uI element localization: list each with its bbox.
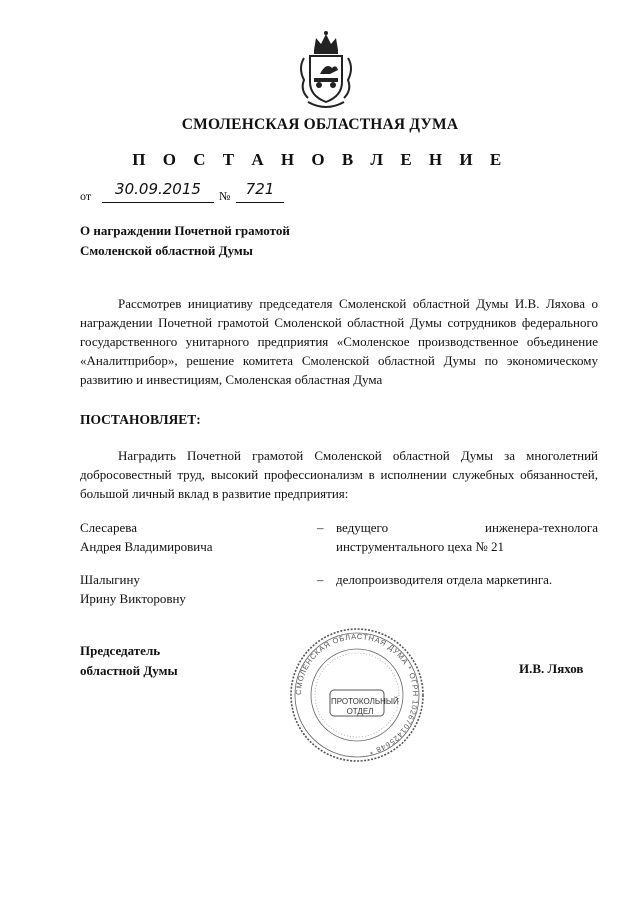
signer-title-line-2: областной Думы	[80, 663, 178, 678]
resolves-heading: ПОСТАНОВЛЯЕТ:	[80, 412, 201, 427]
signer-title-line-1: Председатель	[80, 643, 161, 658]
preamble-paragraph: Рассмотрев инициативу председателя Смоленской областной Думы И.В. Ляхова о награждении Почетной грамотой Смоленской областной Думы сотрудников федерального государственного унитарного предприятия «Смоленское производственное объединение «Аналитприбор», решение комитета Смоленской областной Думы по экономическому развитию и инвестициям, Смоленская областная Дума	[80, 296, 598, 387]
date-prefix: от	[80, 189, 92, 203]
stamp-center-line-1: ПРОТОКОЛЬНЫЙ	[331, 697, 399, 706]
awardee-surname: Слесарева	[80, 520, 137, 535]
awardee-position: делопроизводителя отдела маркетинга.	[336, 572, 553, 587]
awardee-dash: –	[317, 520, 324, 535]
subject-line-1: О награждении Почетной грамотой	[80, 223, 290, 238]
awardee-name	[80, 518, 300, 556]
organization-title: СМОЛЕНСКАЯ ОБЛАСТНАЯ ДУМА	[181, 116, 459, 133]
svg-text:СМОЛЕНСКАЯ ОБЛАСТНАЯ ДУМА * ОГ	[294, 632, 420, 757]
document-type-heading: П О С Т А Н О В Л Е Н И Е	[132, 150, 508, 169]
number-prefix: №	[219, 189, 231, 203]
signer-name: И.В. Ляхов	[519, 661, 584, 676]
awardee-given-names: Андрея Владимировича	[80, 539, 213, 554]
stamp-center-line-2: ОТДЕЛ	[346, 707, 374, 716]
awardee-position: ведущего инженера-технолога инструментального цеха № 21	[336, 520, 598, 554]
number-value: 721	[236, 180, 284, 203]
stamp-ring-text: СМОЛЕНСКАЯ ОБЛАСТНАЯ ДУМА * ОГРН 1026701425648 *	[293, 631, 421, 757]
awardee-dash: –	[317, 572, 324, 587]
stamp-center-text	[331, 697, 399, 717]
document-subject	[80, 221, 290, 261]
official-stamp	[288, 626, 426, 764]
decision-paragraph: Наградить Почетной грамотой Смоленской областной Думы за многолетний добросовестный труд, высокий профессионализм в исполнении служебных обязанностей, большой личный вклад в развитие предприятия:	[80, 448, 598, 501]
signer-title	[80, 641, 178, 681]
date-number-line	[80, 178, 320, 206]
subject-line-2: Смоленской областной Думы	[80, 243, 253, 258]
date-value: 30.09.2015	[102, 180, 214, 203]
awardee-surname: Шалыгину	[80, 572, 140, 587]
awardee-name	[80, 570, 300, 608]
coat-of-arms-emblem	[296, 28, 356, 112]
awardee-given-names: Ирину Викторовну	[80, 591, 186, 606]
